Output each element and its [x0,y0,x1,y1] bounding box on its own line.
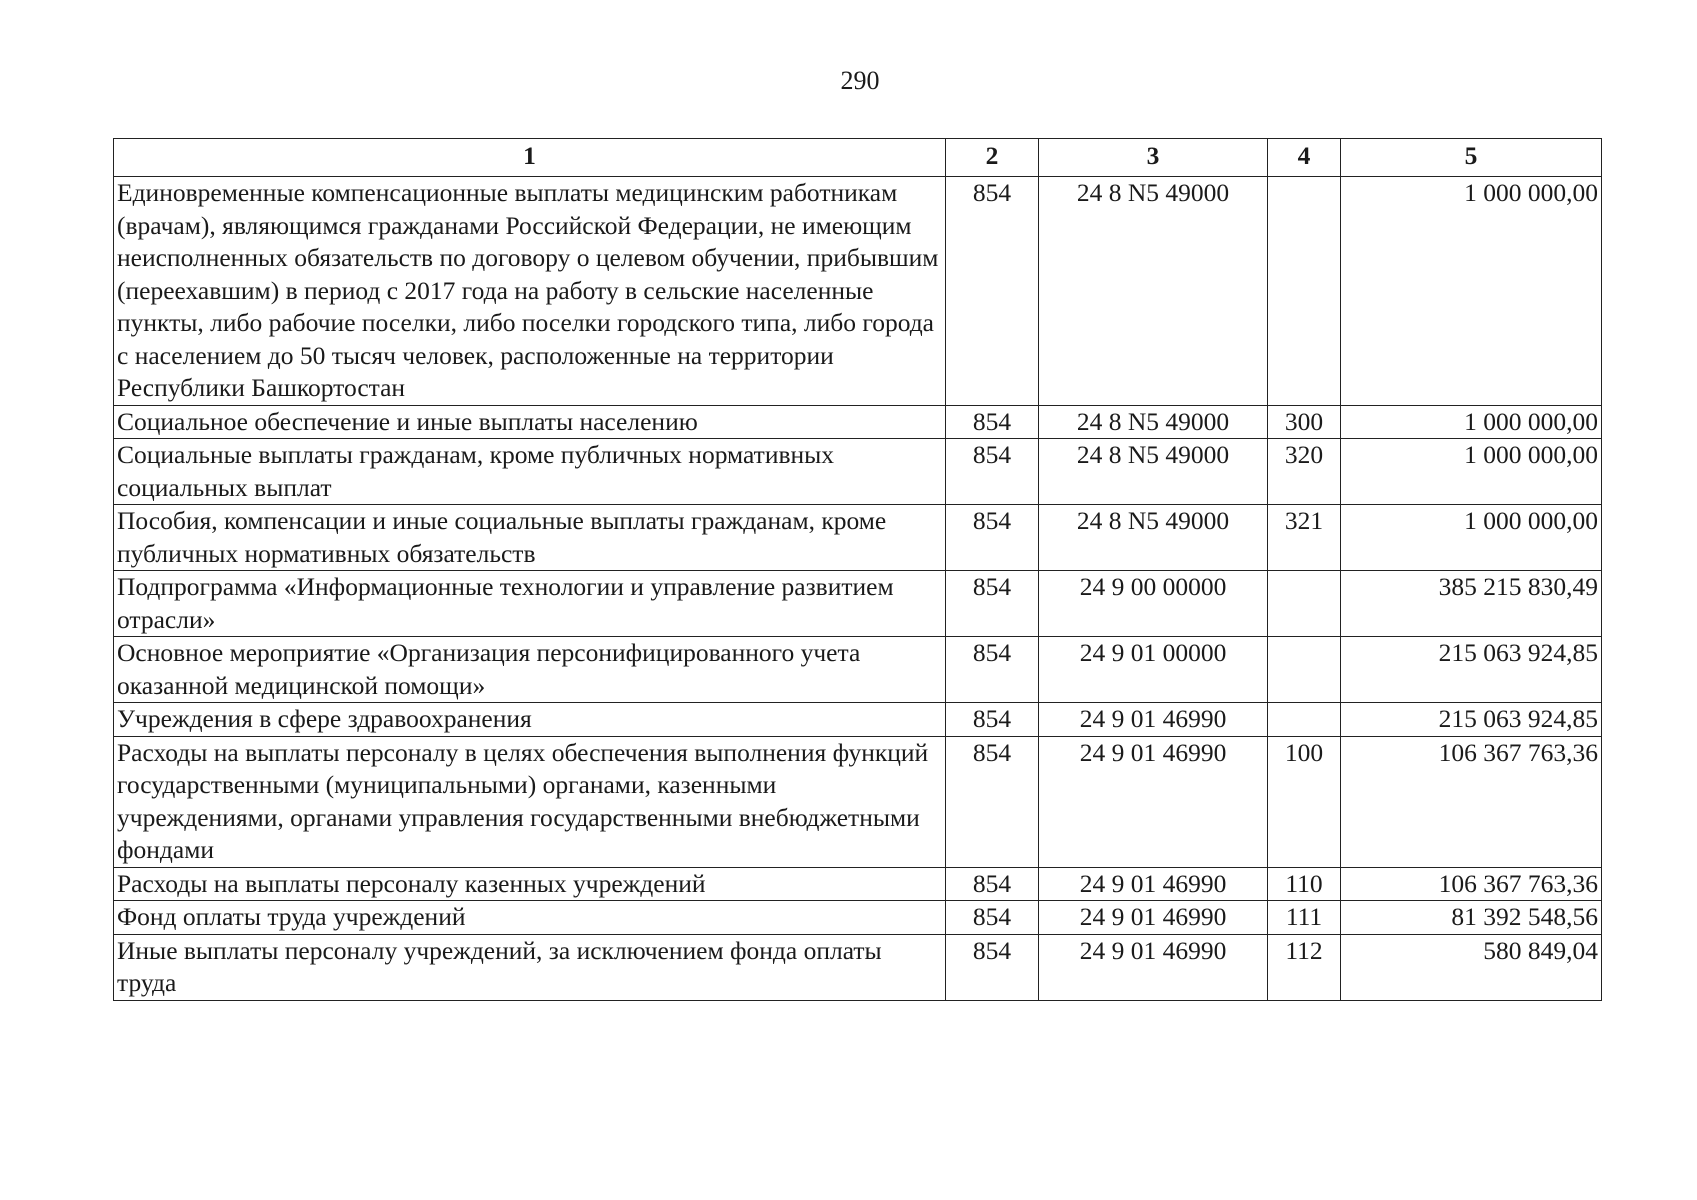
row-name-cell: Расходы на выплаты персоналу в целях обеспечения выполнения функций государственными (муниципальными) органами, казенными учреждениями, органами управления государственными внебюджетными фондами [114,736,946,867]
row-expense-type-cell [1268,571,1341,637]
budget-table [113,138,1602,1001]
table-row [114,703,1602,737]
row-code-cell: 854 [946,736,1039,867]
table-row [114,571,1602,637]
table-row [114,867,1602,901]
table-row [114,439,1602,505]
row-expense-type-cell: 112 [1268,934,1341,1000]
row-code-cell: 854 [946,405,1039,439]
row-sum-cell: 1 000 000,00 [1341,177,1602,406]
row-expense-type-cell: 100 [1268,736,1341,867]
row-name-cell: Социальное обеспечение и иные выплаты населению [114,405,946,439]
row-target-article-cell: 24 9 00 00000 [1039,571,1268,637]
table-row [114,901,1602,935]
row-expense-type-cell [1268,177,1341,406]
row-code-cell: 854 [946,637,1039,703]
row-name-cell: Подпрограмма «Информационные технологии и управление развитием отрасли» [114,571,946,637]
row-target-article-cell: 24 9 01 46990 [1039,901,1268,935]
row-target-article-cell: 24 9 01 46990 [1039,934,1268,1000]
row-sum-cell: 1 000 000,00 [1341,439,1602,505]
table-body [114,177,1602,1001]
row-expense-type-cell: 300 [1268,405,1341,439]
table-row [114,177,1602,406]
row-target-article-cell: 24 9 01 00000 [1039,637,1268,703]
row-code-cell: 854 [946,867,1039,901]
row-expense-type-cell: 111 [1268,901,1341,935]
table-row [114,934,1602,1000]
row-expense-type-cell: 320 [1268,439,1341,505]
row-code-cell: 854 [946,439,1039,505]
row-code-cell: 854 [946,934,1039,1000]
row-sum-cell: 1 000 000,00 [1341,505,1602,571]
row-sum-cell: 106 367 763,36 [1341,867,1602,901]
row-sum-cell: 215 063 924,85 [1341,637,1602,703]
row-target-article-cell: 24 9 01 46990 [1039,736,1268,867]
row-target-article-cell: 24 9 01 46990 [1039,867,1268,901]
row-sum-cell: 106 367 763,36 [1341,736,1602,867]
row-code-cell: 854 [946,571,1039,637]
table-row [114,405,1602,439]
row-name-cell: Социальные выплаты гражданам, кроме публичных нормативных социальных выплат [114,439,946,505]
row-code-cell: 854 [946,901,1039,935]
table-header-row [114,139,1602,177]
row-sum-cell: 1 000 000,00 [1341,405,1602,439]
row-expense-type-cell [1268,637,1341,703]
row-name-cell: Учреждения в сфере здравоохранения [114,703,946,737]
row-name-cell: Иные выплаты персоналу учреждений, за исключением фонда оплаты труда [114,934,946,1000]
row-target-article-cell: 24 8 N5 49000 [1039,405,1268,439]
header-col-4: 4 [1268,139,1341,177]
row-name-cell: Расходы на выплаты персоналу казенных учреждений [114,867,946,901]
header-col-1: 1 [114,139,946,177]
table-row [114,637,1602,703]
row-sum-cell: 215 063 924,85 [1341,703,1602,737]
header-col-5: 5 [1341,139,1602,177]
row-name-cell: Единовременные компенсационные выплаты медицинским работникам (врачам), являющимся гражданами Российской Федерации, не имеющим неисполненных обязательств по договору о целевом обучении, прибывшим (переехавшим) в период с 2017 года на работу в сельские населенные пункты, либо рабочие поселки, либо поселки городского типа, либо города с населением до 50 тысяч человек, расположенные на территории Республики Башкортостан [114,177,946,406]
row-code-cell: 854 [946,177,1039,406]
row-target-article-cell: 24 8 N5 49000 [1039,505,1268,571]
row-sum-cell: 580 849,04 [1341,934,1602,1000]
row-sum-cell: 81 392 548,56 [1341,901,1602,935]
table-row [114,736,1602,867]
row-name-cell: Основное мероприятие «Организация персонифицированного учета оказанной медицинской помощи» [114,637,946,703]
page-number: 290 [840,66,880,95]
row-name-cell: Пособия, компенсации и иные социальные выплаты гражданам, кроме публичных нормативных обязательств [114,505,946,571]
row-target-article-cell: 24 9 01 46990 [1039,703,1268,737]
row-sum-cell: 385 215 830,49 [1341,571,1602,637]
row-target-article-cell: 24 8 N5 49000 [1039,177,1268,406]
row-code-cell: 854 [946,505,1039,571]
row-target-article-cell: 24 8 N5 49000 [1039,439,1268,505]
header-col-3: 3 [1039,139,1268,177]
header-col-2: 2 [946,139,1039,177]
row-name-cell: Фонд оплаты труда учреждений [114,901,946,935]
row-code-cell: 854 [946,703,1039,737]
table-row [114,505,1602,571]
row-expense-type-cell: 110 [1268,867,1341,901]
row-expense-type-cell [1268,703,1341,737]
row-expense-type-cell: 321 [1268,505,1341,571]
